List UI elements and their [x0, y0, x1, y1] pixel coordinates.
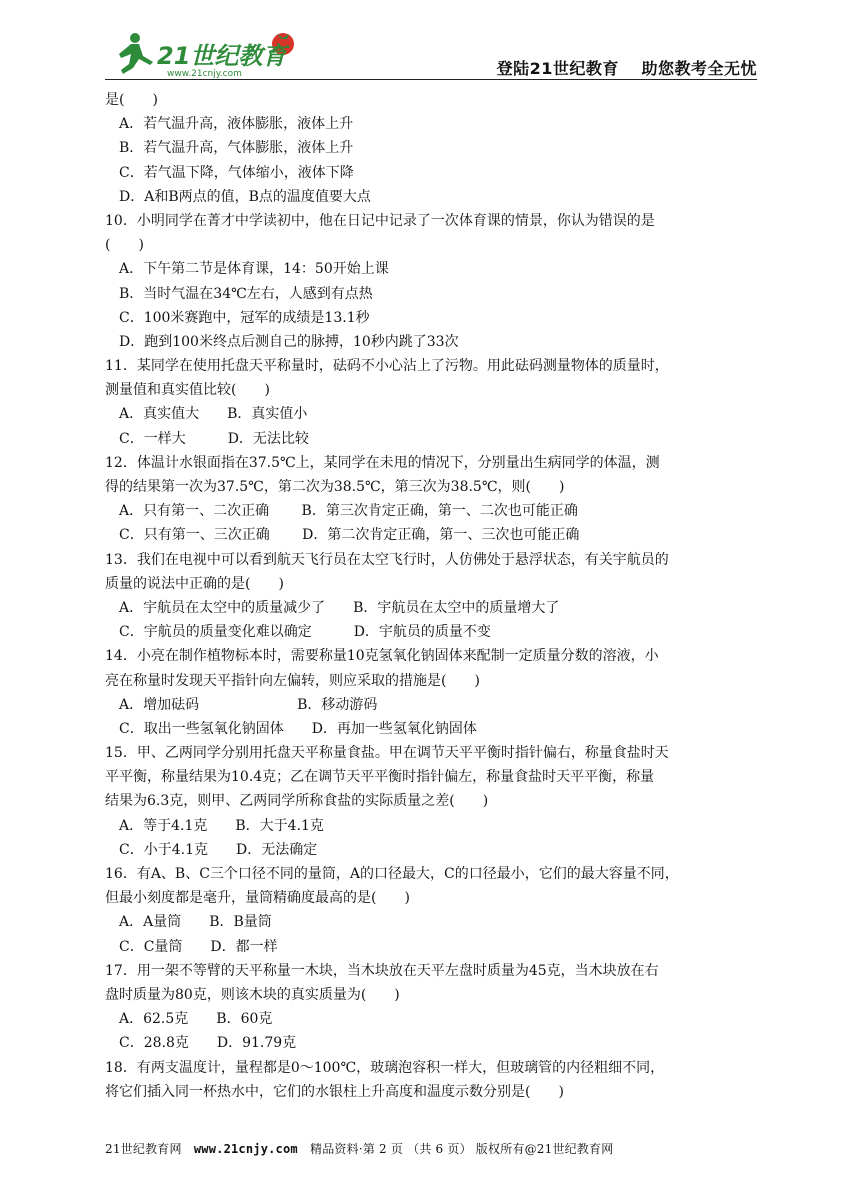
header-divider [105, 79, 757, 80]
question-text-line: 结果为6.3克，则甲、乙两同学所称食盐的实际质量之差( ) [105, 793, 489, 810]
answer-option-line: C．28.8克 D．91.79克 [119, 1035, 297, 1052]
footer-right: 精品资料·第 2 页 （共 6 页） 版权所有@21世纪教育网 [297, 1142, 614, 1156]
answer-option-line: A．真实值大 B．真实值小 [119, 406, 308, 423]
answer-option-line: B．当时气温在34℃左右，人感到有点热 [119, 285, 373, 302]
answer-option-line: A．宇航员在太空中的质量减少了 B．宇航员在太空中的质量增大了 [119, 599, 560, 616]
answer-option-line: C．C量筒 D．都一样 [119, 938, 278, 955]
answer-option-line: C．小于4.1克 D．无法确定 [119, 841, 318, 858]
question-text-line: 测量值和真实值比较( ) [105, 382, 270, 399]
question-text-line: 11．某同学在使用托盘天平称量时，砝码不小心沾上了污物。用此砝码测量物体的质量时， [105, 358, 669, 375]
answer-option-line: B．若气温升高，气体膨胀，液体上升 [119, 140, 354, 157]
site-logo [105, 30, 305, 78]
page-header [105, 30, 757, 78]
footer-left: 21世纪教育网 [105, 1142, 194, 1156]
answer-option-line: C．100米赛跑中，冠军的成绩是13.1秒 [119, 309, 370, 326]
question-text-line: 盘时质量为80克，则该木块的真实质量为( ) [105, 986, 400, 1003]
runner-icon [119, 33, 153, 74]
page-footer [105, 1140, 757, 1157]
question-text-line: 13．我们在电视中可以看到航天飞行员在太空飞行时，人仿佛处于悬浮状态，有关宇航员的 [105, 551, 669, 568]
question-text-line: 质量的说法中正确的是( ) [105, 575, 284, 592]
answer-option-line: C．若气温下降，气体缩小，液体下降 [119, 164, 354, 181]
answer-option-line: D．跑到100米终点后测自己的脉搏，10秒内跳了33次 [119, 333, 459, 350]
answer-option-line: A．增加砝码 B．移动游码 [119, 696, 378, 713]
header-slogan: 登陆21世纪教育 助您教考全无忧 [496, 59, 757, 78]
question-text-line: 18．有两支温度计，量程都是0～100℃，玻璃泡容积一样大，但玻璃管的内径粗细不同， [105, 1059, 665, 1076]
answer-option-line: C．一样大 D．无法比较 [119, 430, 309, 447]
question-text-line: 是( ) [105, 92, 158, 108]
question-text-line: 平平衡，称量结果为10.4克；乙在调节天平平衡时指针偏左，称量食盐时天平平衡，称量 [105, 769, 655, 786]
question-text-line: 将它们插入同一杯热水中，它们的水银柱上升高度和温度示数分别是( ) [105, 1083, 564, 1100]
answer-option-line: A．下午第二节是体育课，14：50开始上课 [119, 261, 389, 278]
answer-option-line: D．A和B两点的值，B点的温度值要大点 [119, 188, 371, 205]
answer-option-line: A．62.5克 B．60克 [119, 1011, 273, 1028]
question-text-line: 12．体温计水银面指在37.5℃上，某同学在未甩的情况下，分别量出生病同学的体温，测 [105, 454, 660, 471]
question-text-line: 得的结果第一次为37.5℃，第二次为38.5℃，第三次为38.5℃，则( ) [105, 479, 565, 495]
answer-option-line: C．取出一些氢氧化钠固体 D．再加一些氢氧化钠固体 [119, 720, 477, 737]
footer-site-link[interactable]: www.21cnjy.com [193, 1142, 298, 1156]
answer-option-line: A．只有第一、二次正确 B．第三次肯定正确，第一、二次也可能正确 [119, 503, 578, 520]
answer-option-line: A．A量筒 B．B量筒 [119, 914, 272, 931]
answer-option-line: C．宇航员的质量变化难以确定 D．宇航员的质量不变 [119, 624, 491, 641]
question-text-line: 10．小明同学在菁才中学读初中，他在日记中记录了一次体育课的情景，你认为错误的是 [105, 212, 655, 229]
question-text-line: 亮在称量时发现天平指针向左偏转，则应采取的措施是( ) [105, 672, 480, 689]
question-text-line: 但最小刻度都是毫升，量筒精确度最高的是( ) [105, 890, 410, 907]
question-body [105, 88, 757, 1104]
logo-url: www.21cnjy.com [167, 69, 242, 78]
answer-option-line: C．只有第一、三次正确 D．第二次肯定正确，第一、三次也可能正确 [119, 527, 580, 544]
question-text-line: 17．用一架不等臂的天平称量一木块，当木块放在天平左盘时质量为45克，当木块放在右 [105, 962, 659, 979]
question-text-line: 16．有A、B、C三个口径不同的量筒，A的口径最大，C的口径最小，它们的最大容量不同， [105, 866, 679, 882]
answer-option-line: A．等于4.1克 B．大于4.1克 [119, 817, 324, 834]
answer-option-line: A．若气温升高，液体膨胀，液体上升 [119, 116, 354, 133]
question-text-line: ( ) [105, 237, 144, 254]
question-text-line: 14．小亮在制作植物标本时，需要称量10克氢氧化钠固体来配制一定质量分数的溶液，小 [105, 648, 659, 665]
logo-title: 21世纪教育 [157, 42, 287, 70]
question-text-line: 15．甲、乙两同学分别用托盘天平称量食盐。甲在调节天平平衡时指针偏右，称量食盐时天 [105, 745, 669, 762]
